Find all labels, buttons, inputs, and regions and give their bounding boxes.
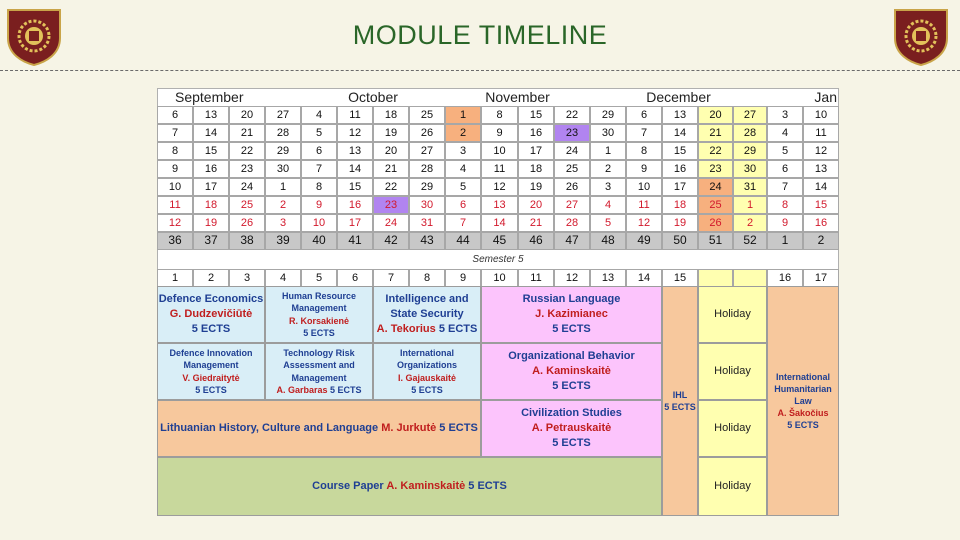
week-number: 46 (518, 232, 554, 250)
module-text: Humanitarian (774, 383, 832, 394)
calendar-day: 23 (373, 196, 409, 214)
course-week-number (698, 269, 733, 287)
calendar-day: 19 (662, 214, 698, 232)
calendar-day: 24 (698, 178, 733, 196)
calendar-day: 12 (337, 124, 373, 142)
month-header: November (485, 89, 550, 105)
week-number: 43 (409, 232, 445, 250)
calendar-day: 28 (554, 214, 590, 232)
calendar-day: 17 (662, 178, 698, 196)
course-week-number: 4 (265, 269, 301, 287)
module-text: A. Garbaras (276, 384, 328, 395)
week-number: 37 (193, 232, 229, 250)
calendar-day: 7 (445, 214, 481, 232)
calendar-day: 9 (301, 196, 337, 214)
calendar-day: 16 (337, 196, 373, 214)
module-text: 5 ECTS (787, 420, 819, 431)
module-text: 5 ECTS (411, 384, 443, 395)
month-header: Jan (814, 89, 837, 105)
module-text: A. Tekorius (376, 322, 436, 335)
calendar-day: 1 (733, 196, 767, 214)
holiday-block: Holiday (698, 457, 767, 516)
calendar-day: 26 (229, 214, 265, 232)
module-text: Course Paper (312, 480, 384, 493)
calendar-day: 12 (626, 214, 662, 232)
calendar-day: 2 (265, 196, 301, 214)
calendar-day: 21 (518, 214, 554, 232)
module-text: A. Petrauskaitė (531, 422, 612, 435)
calendar-day: 7 (626, 124, 662, 142)
calendar-day: 4 (767, 124, 803, 142)
calendar-day: 9 (767, 214, 803, 232)
calendar-day: 25 (409, 106, 445, 124)
calendar-day: 11 (626, 196, 662, 214)
page-title: MODULE TIMELINE (352, 20, 608, 50)
calendar-day: 22 (554, 106, 590, 124)
calendar-day: 19 (518, 178, 554, 196)
module-text: 5 ECTS (552, 322, 591, 335)
calendar-day: 17 (337, 214, 373, 232)
calendar-day: 1 (445, 106, 481, 124)
module-text: Lithuanian History, Culture and Language (160, 422, 379, 435)
calendar-day: 2 (445, 124, 481, 142)
module-text: 5 ECTS (552, 379, 591, 392)
module-text: 5 ECTS (303, 327, 335, 338)
module-civilization-studies (481, 400, 662, 457)
module-text: 5 ECTS (439, 422, 478, 435)
week-number: 48 (590, 232, 626, 250)
module-text: Management (183, 360, 239, 371)
calendar-day: 18 (373, 106, 409, 124)
module-defence-economics (157, 286, 265, 343)
module-text: Organizational Behavior (508, 350, 635, 363)
calendar-day: 10 (157, 178, 193, 196)
calendar-day: 15 (662, 142, 698, 160)
calendar-day: 25 (229, 196, 265, 214)
week-number: 51 (698, 232, 733, 250)
calendar-day: 27 (733, 106, 767, 124)
holiday-block: Holiday (698, 400, 767, 457)
calendar-day: 19 (373, 124, 409, 142)
course-week-number: 17 (803, 269, 839, 287)
module-text: V. Giedraitytė (182, 372, 240, 383)
calendar-day: 11 (481, 160, 518, 178)
module-text: Intelligence and (385, 293, 469, 306)
calendar-day: 31 (409, 214, 445, 232)
calendar-day: 29 (733, 142, 767, 160)
module-text: A. Kaminskaitė (532, 365, 611, 378)
calendar-day: 8 (481, 106, 518, 124)
calendar-day: 18 (518, 160, 554, 178)
calendar-day: 22 (229, 142, 265, 160)
calendar-day: 8 (626, 142, 662, 160)
course-week-number: 7 (373, 269, 409, 287)
calendar-day: 17 (193, 178, 229, 196)
calendar-day: 15 (337, 178, 373, 196)
calendar-day: 13 (803, 160, 839, 178)
module-international-humanitarian-law (767, 286, 839, 516)
course-week-number: 11 (518, 269, 554, 287)
course-week-number (733, 269, 767, 287)
calendar-day: 20 (373, 142, 409, 160)
calendar-day: 22 (373, 178, 409, 196)
calendar-day: 14 (803, 178, 839, 196)
calendar-day: 12 (481, 178, 518, 196)
module-text: I. Gajauskaitė (397, 372, 457, 383)
module-text: A. Kaminskaitė (386, 480, 466, 493)
calendar-day: 29 (409, 178, 445, 196)
calendar-day: 6 (767, 160, 803, 178)
course-week-number: 3 (229, 269, 265, 287)
calendar-day: 30 (733, 160, 767, 178)
calendar-day: 4 (445, 160, 481, 178)
calendar-day: 5 (590, 214, 626, 232)
module-text: 5 ECTS (468, 480, 507, 493)
module-course-paper (157, 457, 662, 516)
module-line (377, 322, 478, 337)
calendar-day: 15 (803, 196, 839, 214)
calendar-day: 24 (229, 178, 265, 196)
calendar-day: 6 (626, 106, 662, 124)
module-text: R. Korsakienė (288, 315, 350, 326)
module-text: Assessment and (283, 360, 355, 371)
calendar-day: 15 (518, 106, 554, 124)
calendar-day: 5 (445, 178, 481, 196)
header-divider (0, 70, 960, 71)
calendar-day: 11 (803, 124, 839, 142)
calendar-day: 21 (373, 160, 409, 178)
calendar-day: 18 (193, 196, 229, 214)
calendar-day: 27 (265, 106, 301, 124)
calendar-day: 27 (409, 142, 445, 160)
calendar-day: 14 (337, 160, 373, 178)
calendar-day: 6 (157, 106, 193, 124)
module-text: 5 ECTS (330, 384, 362, 395)
module-line (160, 421, 478, 436)
module-text: A. Šakočius (777, 408, 829, 419)
week-number: 1 (767, 232, 803, 250)
calendar-day: 2 (590, 160, 626, 178)
calendar-day: 12 (157, 214, 193, 232)
calendar-day: 23 (229, 160, 265, 178)
calendar-day: 1 (590, 142, 626, 160)
calendar-day: 10 (301, 214, 337, 232)
calendar-day: 10 (803, 106, 839, 124)
module-text: M. Jurkutė (381, 422, 437, 435)
module-text: Management (291, 372, 347, 383)
calendar-day: 16 (518, 124, 554, 142)
module-human-resource (265, 286, 373, 343)
week-number: 52 (733, 232, 767, 250)
calendar-day: 20 (518, 196, 554, 214)
calendar-day: 29 (590, 106, 626, 124)
calendar-day: 30 (590, 124, 626, 142)
calendar-day: 30 (265, 160, 301, 178)
calendar-day: 11 (157, 196, 193, 214)
course-week-number: 16 (767, 269, 803, 287)
calendar-day: 24 (373, 214, 409, 232)
calendar-day: 13 (193, 106, 229, 124)
module-intelligence (373, 286, 481, 343)
calendar-day: 13 (481, 196, 518, 214)
week-number: 44 (445, 232, 481, 250)
month-header: September (175, 89, 244, 105)
week-number: 40 (301, 232, 337, 250)
calendar-day: 7 (157, 124, 193, 142)
calendar-day: 4 (590, 196, 626, 214)
calendar-day: 20 (229, 106, 265, 124)
calendar-day: 9 (481, 124, 518, 142)
calendar-day: 28 (409, 160, 445, 178)
course-week-number: 1 (157, 269, 193, 287)
calendar-day: 4 (301, 106, 337, 124)
module-text: International (775, 371, 830, 382)
calendar-day: 6 (445, 196, 481, 214)
course-week-number: 15 (662, 269, 698, 287)
course-week-number: 2 (193, 269, 229, 287)
calendar-day: 2 (733, 214, 767, 232)
course-week-number: 12 (554, 269, 590, 287)
calendar-day: 14 (193, 124, 229, 142)
module-lithuanian-history (157, 400, 481, 457)
week-number: 36 (157, 232, 193, 250)
module-international-organizations (373, 343, 481, 400)
course-week-number: 9 (445, 269, 481, 287)
holiday-block: Holiday (698, 343, 767, 400)
calendar-day: 21 (229, 124, 265, 142)
semester-label: Semester 5 (472, 253, 524, 265)
week-number: 39 (265, 232, 301, 250)
calendar-day: 1 (265, 178, 301, 196)
calendar-day: 15 (193, 142, 229, 160)
module-defence-innovation (157, 343, 265, 400)
calendar-day: 17 (518, 142, 554, 160)
calendar-day: 12 (803, 142, 839, 160)
module-text: Technology Risk (283, 348, 355, 359)
calendar-day: 3 (767, 106, 803, 124)
calendar-day: 28 (733, 124, 767, 142)
calendar-day: 23 (698, 160, 733, 178)
calendar-day: 6 (301, 142, 337, 160)
calendar-day: 5 (301, 124, 337, 142)
module-text: Human Resource (281, 291, 357, 302)
calendar-day: 19 (193, 214, 229, 232)
calendar-day: 30 (409, 196, 445, 214)
module-organizational-behavior (481, 343, 662, 400)
course-week-number: 14 (626, 269, 662, 287)
module-text: Defence Economics (158, 293, 264, 306)
module-text: 5 ECTS (191, 322, 231, 335)
module-text: 5 ECTS (552, 436, 591, 449)
calendar-day: 5 (767, 142, 803, 160)
module-technology-risk (265, 343, 373, 400)
module-text: J. Kazimianec (535, 308, 608, 321)
week-number: 47 (554, 232, 590, 250)
week-number: 41 (337, 232, 373, 250)
calendar-day: 3 (590, 178, 626, 196)
calendar-day: 26 (698, 214, 733, 232)
calendar-day: 29 (265, 142, 301, 160)
calendar-day: 14 (481, 214, 518, 232)
course-week-number: 6 (337, 269, 373, 287)
calendar-day: 7 (301, 160, 337, 178)
calendar-day: 13 (337, 142, 373, 160)
module-text: Civilization Studies (521, 407, 622, 420)
calendar-day: 8 (767, 196, 803, 214)
calendar-day: 26 (409, 124, 445, 142)
calendar-day: 14 (662, 124, 698, 142)
module-text: Russian Language (522, 293, 621, 306)
calendar-day: 16 (662, 160, 698, 178)
module-text: Management (291, 303, 347, 314)
module-text: IHL (672, 389, 688, 400)
calendar-day: 26 (554, 178, 590, 196)
module-line (276, 384, 361, 396)
calendar-day: 10 (626, 178, 662, 196)
week-number: 42 (373, 232, 409, 250)
module-text: Law (794, 395, 812, 406)
module-text: International (399, 348, 454, 359)
calendar-day: 8 (157, 142, 193, 160)
calendar-day: 9 (157, 160, 193, 178)
calendar-day: 16 (193, 160, 229, 178)
calendar-day: 25 (554, 160, 590, 178)
calendar-day: 31 (733, 178, 767, 196)
calendar-day: 11 (337, 106, 373, 124)
module-text: 5 ECTS (438, 322, 478, 335)
course-week-number: 10 (481, 269, 518, 287)
module-text: 5 ECTS (195, 384, 227, 395)
calendar-day: 9 (626, 160, 662, 178)
course-week-number: 13 (590, 269, 626, 287)
course-week-number: 8 (409, 269, 445, 287)
week-number: 45 (481, 232, 518, 250)
module-text: 5 ECTS (664, 402, 696, 412)
week-number: 2 (803, 232, 839, 250)
module-text: State Security (390, 308, 464, 321)
module-text: G. Dudzevičiūtė (169, 308, 253, 321)
calendar-day: 10 (481, 142, 518, 160)
calendar-day: 22 (698, 142, 733, 160)
month-header: October (348, 89, 398, 105)
calendar-day: 28 (265, 124, 301, 142)
module-russian-language (481, 286, 662, 343)
calendar-day: 3 (265, 214, 301, 232)
calendar-day: 24 (554, 142, 590, 160)
calendar-day: 16 (803, 214, 839, 232)
calendar-day: 25 (698, 196, 733, 214)
calendar-day: 13 (662, 106, 698, 124)
calendar-day: 7 (767, 178, 803, 196)
week-number: 49 (626, 232, 662, 250)
module-text: Defence Innovation (169, 348, 253, 359)
calendar-day: 20 (698, 106, 733, 124)
month-header: December (646, 89, 711, 105)
module-ihl (662, 286, 698, 516)
calendar-day: 27 (554, 196, 590, 214)
calendar-day: 18 (662, 196, 698, 214)
week-number: 38 (229, 232, 265, 250)
week-number: 50 (662, 232, 698, 250)
calendar-day: 8 (301, 178, 337, 196)
holiday-block: Holiday (698, 286, 767, 343)
calendar-day: 21 (698, 124, 733, 142)
module-text: Organizations (396, 360, 457, 371)
module-line (312, 479, 507, 494)
calendar-day: 3 (445, 142, 481, 160)
course-week-number: 5 (301, 269, 337, 287)
calendar-day: 23 (554, 124, 590, 142)
